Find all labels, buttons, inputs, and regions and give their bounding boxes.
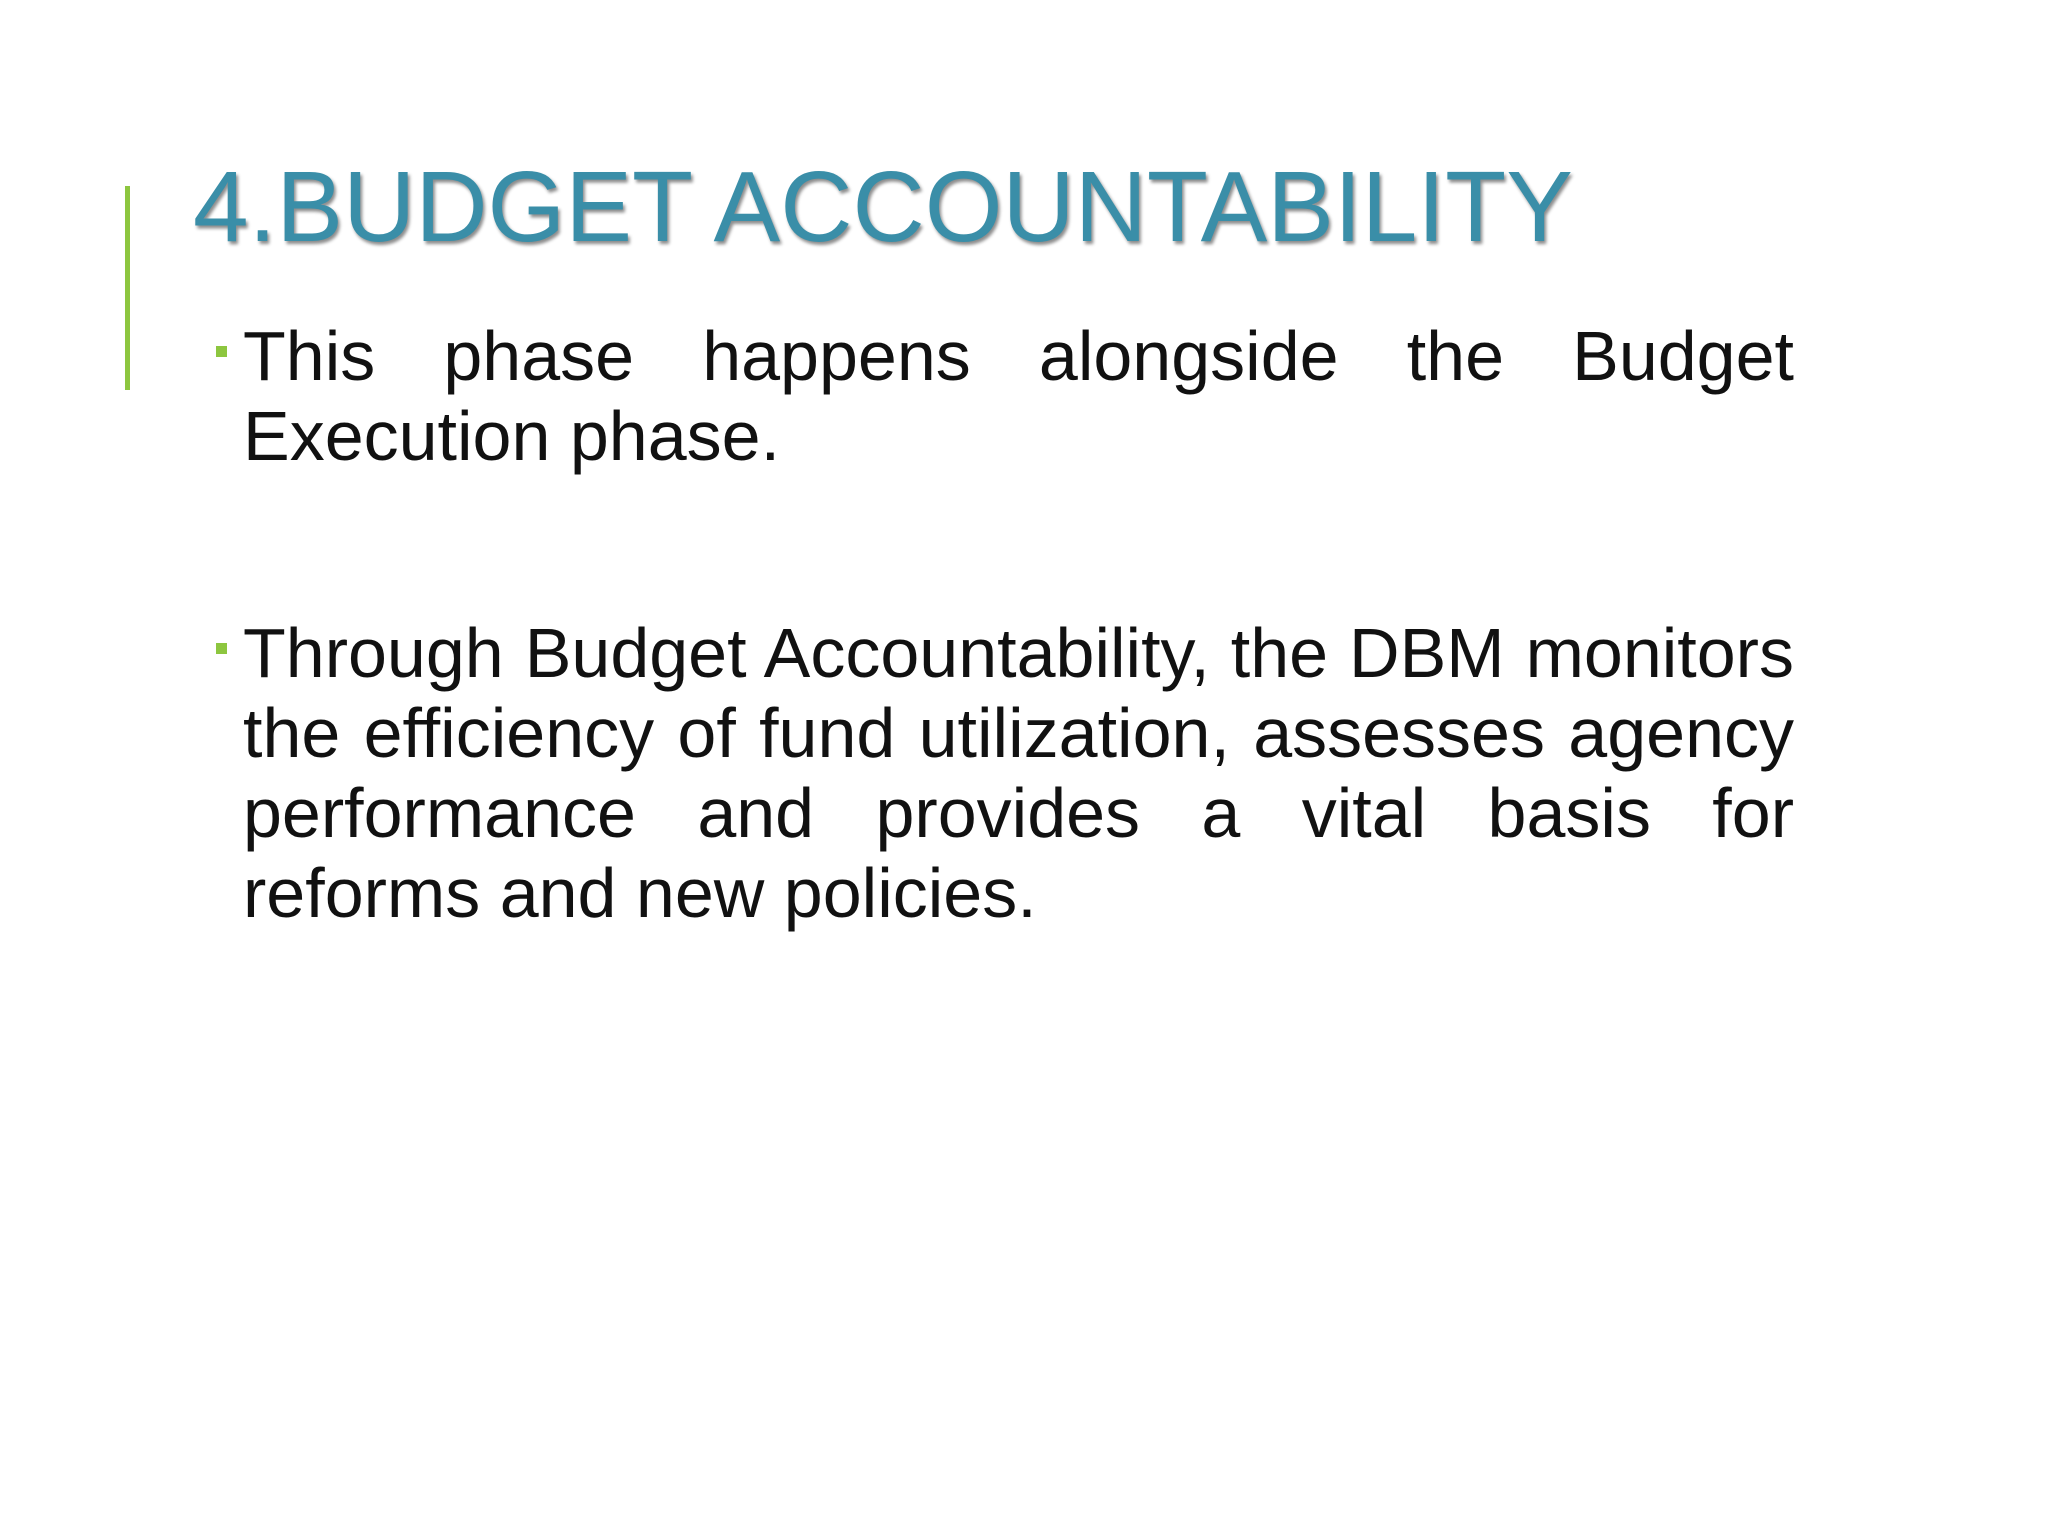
square-bullet-icon bbox=[216, 346, 227, 357]
accent-bar bbox=[125, 186, 130, 390]
bullet-list bbox=[212, 316, 1794, 933]
bullet-item bbox=[212, 316, 1794, 476]
bullet-item bbox=[212, 613, 1794, 933]
slide-title: 4.BUDGET ACCOUNTABILITY bbox=[193, 151, 1573, 263]
bullet-text: Through Budget Accountability, the DBM monitors the efficiency of fund utilization, assesses agency performance and provides a vital basis for reforms and new policies. bbox=[243, 614, 1794, 932]
square-bullet-icon bbox=[216, 643, 227, 654]
bullet-text: This phase happens alongside the Budget Execution phase. bbox=[243, 317, 1794, 475]
